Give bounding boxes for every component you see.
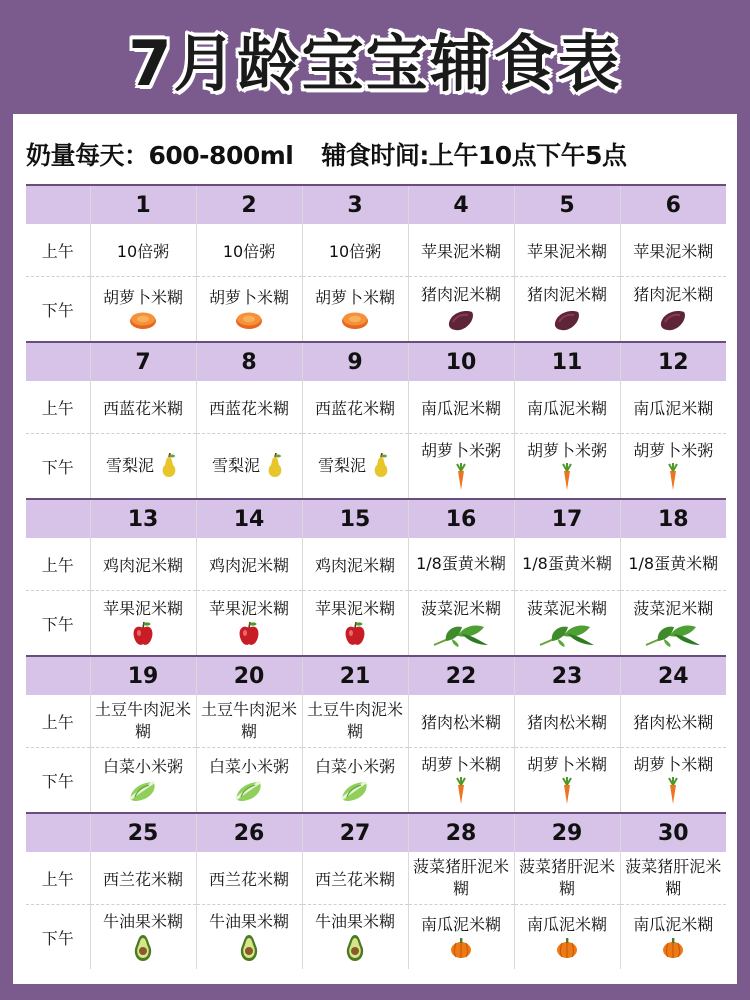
apple-icon <box>343 621 367 647</box>
afternoon-meal-text: 胡萝卜米糊 <box>633 755 714 774</box>
afternoon-meal-text: 牛油果米糊 <box>208 912 289 931</box>
carrot-icon <box>453 777 469 805</box>
morning-meal: 菠菜猪肝泥米糊 <box>408 852 514 905</box>
cabbage-icon <box>127 779 159 803</box>
day-number: 7 <box>90 342 196 381</box>
morning-row <box>26 381 726 434</box>
afternoon-meal-text: 白菜小米粥 <box>314 757 395 776</box>
afternoon-label: 下午 <box>26 434 90 500</box>
day-number: 11 <box>514 342 620 381</box>
meat-icon <box>552 307 582 333</box>
day-number: 10 <box>408 342 514 381</box>
day-number: 16 <box>408 499 514 538</box>
afternoon-meal-text: 猪肉泥米糊 <box>633 285 714 304</box>
morning-label: 上午 <box>26 538 90 591</box>
afternoon-meal-text: 南瓜泥米糊 <box>420 915 501 934</box>
day-number: 22 <box>408 656 514 695</box>
afternoon-meal <box>302 434 408 500</box>
morning-meal: 西兰花米糊 <box>196 852 302 905</box>
schedule-table <box>26 184 726 969</box>
morning-meal: 苹果泥米糊 <box>408 224 514 277</box>
day-number: 15 <box>302 499 408 538</box>
milk-amount: 奶量每天：600-800ml <box>26 141 294 170</box>
morning-row <box>26 852 726 905</box>
afternoon-meal <box>90 905 196 970</box>
week-header-row <box>26 185 726 224</box>
meat-icon <box>446 307 476 333</box>
afternoon-meal <box>196 434 302 500</box>
afternoon-row <box>26 277 726 343</box>
day-number: 14 <box>196 499 302 538</box>
morning-meal: 西兰花米糊 <box>302 852 408 905</box>
afternoon-meal-text: 苹果泥米糊 <box>102 599 183 618</box>
afternoon-meal-text: 南瓜泥米糊 <box>633 915 714 934</box>
carrot-icon <box>453 463 469 491</box>
morning-meal: 苹果泥米糊 <box>514 224 620 277</box>
afternoon-row <box>26 434 726 500</box>
morning-label: 上午 <box>26 852 90 905</box>
morning-meal: 猪肉松米糊 <box>620 695 726 748</box>
afternoon-label: 下午 <box>26 591 90 657</box>
afternoon-meal-text: 白菜小米粥 <box>208 757 289 776</box>
day-number: 29 <box>514 813 620 852</box>
afternoon-meal-text: 猪肉泥米糊 <box>526 285 607 304</box>
morning-meal: 西兰花米糊 <box>90 852 196 905</box>
afternoon-meal <box>620 905 726 970</box>
afternoon-label: 下午 <box>26 748 90 814</box>
day-number: 5 <box>514 185 620 224</box>
spinach-icon <box>538 621 596 647</box>
afternoon-meal-text: 胡萝卜米糊 <box>208 288 289 307</box>
afternoon-meal-text: 雪梨泥 <box>211 456 260 475</box>
pear-icon <box>158 453 180 479</box>
afternoon-meal-text: 菠菜泥米糊 <box>633 599 714 618</box>
spinach-icon <box>432 621 490 647</box>
afternoon-meal-text: 牛油果米糊 <box>314 912 395 931</box>
carrot-icon <box>559 777 575 805</box>
morning-meal: 西蓝花米糊 <box>196 381 302 434</box>
afternoon-meal-text: 白菜小米粥 <box>102 757 183 776</box>
morning-meal: 南瓜泥米糊 <box>408 381 514 434</box>
morning-meal: 10倍粥 <box>302 224 408 277</box>
cabbage-icon <box>233 779 265 803</box>
afternoon-meal <box>302 905 408 970</box>
afternoon-meal <box>514 434 620 500</box>
pear-icon <box>370 453 392 479</box>
day-number: 1 <box>90 185 196 224</box>
afternoon-meal-text: 雪梨泥 <box>105 456 154 475</box>
morning-meal: 1/8蛋黄米糊 <box>408 538 514 591</box>
cabbage-icon <box>339 779 371 803</box>
afternoon-meal <box>408 905 514 970</box>
afternoon-meal <box>90 591 196 657</box>
afternoon-meal-text: 苹果泥米糊 <box>314 599 395 618</box>
afternoon-meal-text: 菠菜泥米糊 <box>526 599 607 618</box>
morning-meal: 土豆牛肉泥米糊 <box>196 695 302 748</box>
afternoon-meal-text: 菠菜泥米糊 <box>420 599 501 618</box>
day-number: 21 <box>302 656 408 695</box>
pear-icon <box>264 453 286 479</box>
feeding-time: 辅食时间:上午10点下午5点 <box>321 141 627 170</box>
afternoon-meal <box>196 277 302 343</box>
morning-meal: 南瓜泥米糊 <box>620 381 726 434</box>
afternoon-meal <box>620 591 726 657</box>
carrot-icon <box>559 463 575 491</box>
day-number: 9 <box>302 342 408 381</box>
afternoon-meal-text: 胡萝卜米糊 <box>420 755 501 774</box>
afternoon-meal-text: 胡萝卜米粥 <box>526 441 607 460</box>
morning-row <box>26 538 726 591</box>
afternoon-meal-text: 南瓜泥米糊 <box>526 915 607 934</box>
morning-meal: 猪肉松米糊 <box>514 695 620 748</box>
afternoon-meal <box>514 748 620 814</box>
avocado-icon <box>344 934 366 962</box>
week-header-row <box>26 342 726 381</box>
morning-meal: 1/8蛋黄米糊 <box>514 538 620 591</box>
afternoon-row <box>26 905 726 970</box>
afternoon-meal <box>196 591 302 657</box>
avocado-icon <box>238 934 260 962</box>
pumpkin-icon <box>555 937 579 959</box>
morning-meal: 10倍粥 <box>90 224 196 277</box>
morning-row <box>26 695 726 748</box>
header-corner <box>26 342 90 381</box>
apple-icon <box>131 621 155 647</box>
afternoon-meal <box>408 277 514 343</box>
day-number: 13 <box>90 499 196 538</box>
afternoon-meal-text: 胡萝卜米粥 <box>420 441 501 460</box>
day-number: 25 <box>90 813 196 852</box>
day-number: 19 <box>90 656 196 695</box>
day-number: 27 <box>302 813 408 852</box>
header-corner <box>26 499 90 538</box>
morning-meal: 西蓝花米糊 <box>90 381 196 434</box>
afternoon-meal <box>620 277 726 343</box>
morning-meal: 菠菜猪肝泥米糊 <box>620 852 726 905</box>
morning-meal: 鸡肉泥米糊 <box>196 538 302 591</box>
spinach-icon <box>644 621 702 647</box>
day-number: 28 <box>408 813 514 852</box>
afternoon-row <box>26 591 726 657</box>
afternoon-meal <box>514 905 620 970</box>
afternoon-meal <box>408 748 514 814</box>
afternoon-meal <box>196 748 302 814</box>
morning-meal: 南瓜泥米糊 <box>514 381 620 434</box>
morning-label: 上午 <box>26 224 90 277</box>
day-number: 2 <box>196 185 302 224</box>
afternoon-meal-text: 胡萝卜米糊 <box>314 288 395 307</box>
day-number: 6 <box>620 185 726 224</box>
afternoon-meal <box>408 591 514 657</box>
pumpkin-icon <box>661 937 685 959</box>
afternoon-label: 下午 <box>26 905 90 970</box>
afternoon-meal <box>302 748 408 814</box>
week-header-row <box>26 656 726 695</box>
day-number: 17 <box>514 499 620 538</box>
day-number: 12 <box>620 342 726 381</box>
carrot-slice-icon <box>128 310 158 330</box>
day-number: 4 <box>408 185 514 224</box>
carrot-slice-icon <box>234 310 264 330</box>
info-line <box>26 136 726 172</box>
header-corner <box>26 185 90 224</box>
afternoon-meal-text: 苹果泥米糊 <box>208 599 289 618</box>
morning-meal: 猪肉松米糊 <box>408 695 514 748</box>
avocado-icon <box>132 934 154 962</box>
carrot-icon <box>665 463 681 491</box>
morning-meal: 西蓝花米糊 <box>302 381 408 434</box>
afternoon-meal <box>302 591 408 657</box>
meat-icon <box>658 307 688 333</box>
morning-meal: 鸡肉泥米糊 <box>90 538 196 591</box>
apple-icon <box>237 621 261 647</box>
day-number: 8 <box>196 342 302 381</box>
morning-meal: 土豆牛肉泥米糊 <box>90 695 196 748</box>
morning-row <box>26 224 726 277</box>
afternoon-meal <box>514 277 620 343</box>
afternoon-row <box>26 748 726 814</box>
afternoon-meal-text: 猪肉泥米糊 <box>420 285 501 304</box>
morning-meal: 苹果泥米糊 <box>620 224 726 277</box>
day-number: 18 <box>620 499 726 538</box>
afternoon-meal <box>90 277 196 343</box>
afternoon-meal-text: 雪梨泥 <box>317 456 366 475</box>
week-header-row <box>26 499 726 538</box>
day-number: 30 <box>620 813 726 852</box>
day-number: 3 <box>302 185 408 224</box>
afternoon-meal-text: 牛油果米糊 <box>102 912 183 931</box>
afternoon-meal <box>620 434 726 500</box>
week-header-row <box>26 813 726 852</box>
afternoon-meal-text: 胡萝卜米糊 <box>526 755 607 774</box>
carrot-icon <box>665 777 681 805</box>
carrot-slice-icon <box>340 310 370 330</box>
day-number: 24 <box>620 656 726 695</box>
header-corner <box>26 813 90 852</box>
afternoon-meal-text: 胡萝卜米粥 <box>633 441 714 460</box>
morning-label: 上午 <box>26 381 90 434</box>
pumpkin-icon <box>449 937 473 959</box>
afternoon-label: 下午 <box>26 277 90 343</box>
afternoon-meal <box>514 591 620 657</box>
morning-meal: 土豆牛肉泥米糊 <box>302 695 408 748</box>
afternoon-meal <box>302 277 408 343</box>
day-number: 20 <box>196 656 302 695</box>
morning-label: 上午 <box>26 695 90 748</box>
afternoon-meal <box>90 748 196 814</box>
afternoon-meal <box>90 434 196 500</box>
header-corner <box>26 656 90 695</box>
morning-meal: 鸡肉泥米糊 <box>302 538 408 591</box>
afternoon-meal-text: 胡萝卜米糊 <box>102 288 183 307</box>
day-number: 23 <box>514 656 620 695</box>
morning-meal: 菠菜猪肝泥米糊 <box>514 852 620 905</box>
morning-meal: 10倍粥 <box>196 224 302 277</box>
day-number: 26 <box>196 813 302 852</box>
afternoon-meal <box>196 905 302 970</box>
afternoon-meal <box>408 434 514 500</box>
page-title: 7月龄宝宝辅食表 <box>128 27 622 100</box>
morning-meal: 1/8蛋黄米糊 <box>620 538 726 591</box>
afternoon-meal <box>620 748 726 814</box>
